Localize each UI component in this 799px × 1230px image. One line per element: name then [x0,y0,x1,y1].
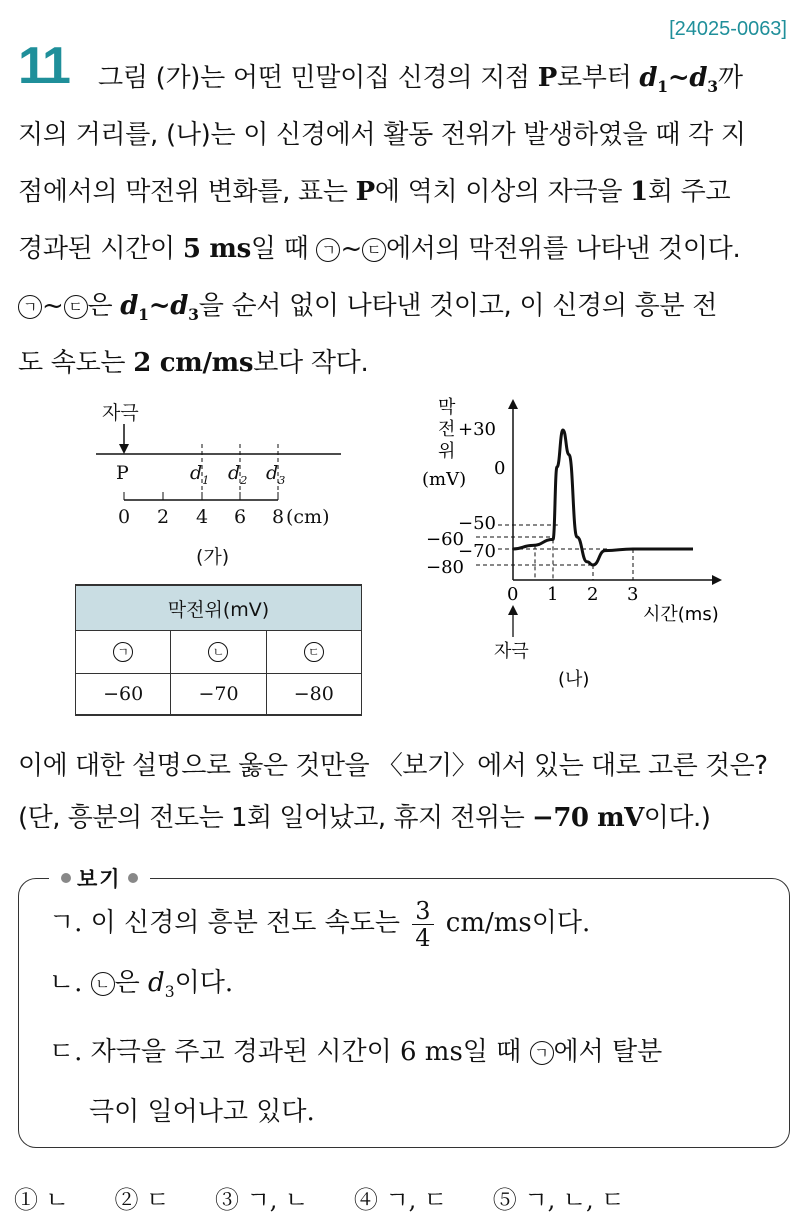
tick-6: 6 [234,506,247,528]
col-giyeok: ㄱ [113,642,133,662]
d3-label: $d_3$ [266,462,286,487]
value-nieun: −70 [171,674,266,716]
circle-giyeok: ㄱ [316,238,340,262]
d2-label: $d_2$ [228,462,248,487]
point-p-label: P [116,462,129,484]
ytick-minus60: −60 [426,529,464,550]
x-axis-arrow [712,575,722,585]
ylabel-1: 막 [438,397,456,418]
choice-5[interactable]: ⑤ ㄱ, ㄴ, ㄷ [492,1186,625,1214]
col-digeut: ㄷ [304,642,324,662]
figure-na [418,395,758,695]
choice-4[interactable]: ④ ㄱ, ㄷ [353,1186,448,1214]
unit-label: (cm) [286,506,330,528]
stimulus-arrow-na [508,605,518,615]
bogi-title: 보기 [49,863,150,893]
question-code: [24025-0063] [669,18,787,40]
d1-label: $d_1$ [190,462,210,487]
choice-2[interactable]: ② ㄷ [114,1186,170,1214]
bogi-item-nieun: ㄴ. ㄴ 은 $d_3$이다. [49,968,234,1002]
action-potential-curve [513,430,693,565]
stimulus-label-na: 자극 [494,641,529,662]
xtick-2: 2 [587,584,599,605]
tick-0: 0 [118,506,131,528]
ylabel-2: 전 [438,419,456,440]
choice-3[interactable]: ③ ㄱ, ㄴ [214,1186,309,1214]
bogi-item-digeut: ㄷ. 자극을 주고 경과된 시간이 6 ms일 때 ㄱ 에서 탈분 [49,1037,663,1068]
ylabel-3: 위 [438,441,456,462]
col-nieun: ㄴ [208,642,228,662]
bogi-item-giyeok: ㄱ. 이 신경의 흥분 전도 속도는 $\frac{3}{4}$ cm/ms이다. [49,896,591,952]
caption-na: (나) [558,669,590,690]
figure-ga [86,392,356,572]
caption-ga: (가) [196,546,230,568]
y-axis-arrow [508,399,518,409]
answer-choices [14,1180,794,1215]
xlabel: 시간(ms) [643,604,719,625]
choice-1[interactable]: ① ㄴ [14,1186,69,1214]
ytick-plus30: +30 [458,419,496,440]
membrane-potential-table [75,584,362,716]
stimulus-arrow [119,444,129,454]
xtick-3: 3 [627,584,639,605]
ytick-0: 0 [494,458,506,479]
tick-8: 8 [272,506,285,528]
value-digeut: −80 [266,674,361,716]
action-potential-chart [418,395,758,695]
question-prompt: 이에 대한 설명으로 옳은 것만을 〈보기〉에서 있는 대로 고른 것은? (단, 흥분의 전도는 1회 일어났고, 휴지 전위는 −70 mV이다.) [18,751,768,833]
circle-digeut: ㄷ [362,238,386,262]
ytick-minus50: −50 [458,513,496,534]
fraction: $\frac{3}{4}$ [412,898,433,951]
stimulus-label: 자극 [102,402,139,424]
ylabel-4: (mV) [422,469,467,490]
question-number: 11 [18,37,69,95]
tick-4: 4 [196,506,209,528]
tick-2: 2 [157,506,170,528]
xtick-1: 1 [547,584,559,605]
value-giyeok: −60 [76,674,171,716]
question-stem: 그림 (가)는 어떤 민말이집 신경의 지점 P로부터 $d_1\sim d_3$까 지의 거리를, (나)는 이 신경에서 활동 전위가 발생하였을 때 각 지 점에서의 막전위 변화를, 표는 P에 역치 이상의 자극을 1회 주고 경과된 시간이 5 ms일 때 ㄱ ~ ㄷ 에서의 막전위를 나타낸 것이다. ㄱ ~ ㄷ 은 $d_1\sim d_3$을 순서 없이 나타낸 것이고, 이 신경의 흥분 전 도 속도는 2 cm/ms보다 작다. [18,63,746,378]
bogi-box: 보기 ㄱ. 이 신경의 흥분 전도 속도는 $\frac{3}{4}$ cm/ms이다. ㄴ. ㄴ 은 $d_3$이다. ㄷ. 자극을 주고 경과된 시간이 6 ms일 때 ㄱ 에서 탈분 극이 일어나고 있다. [18,878,790,1148]
xtick-0: 0 [507,584,519,605]
ytick-minus70: −70 [458,541,496,562]
ytick-minus80: −80 [426,557,464,578]
table-header: 막전위(mV) [76,585,362,631]
